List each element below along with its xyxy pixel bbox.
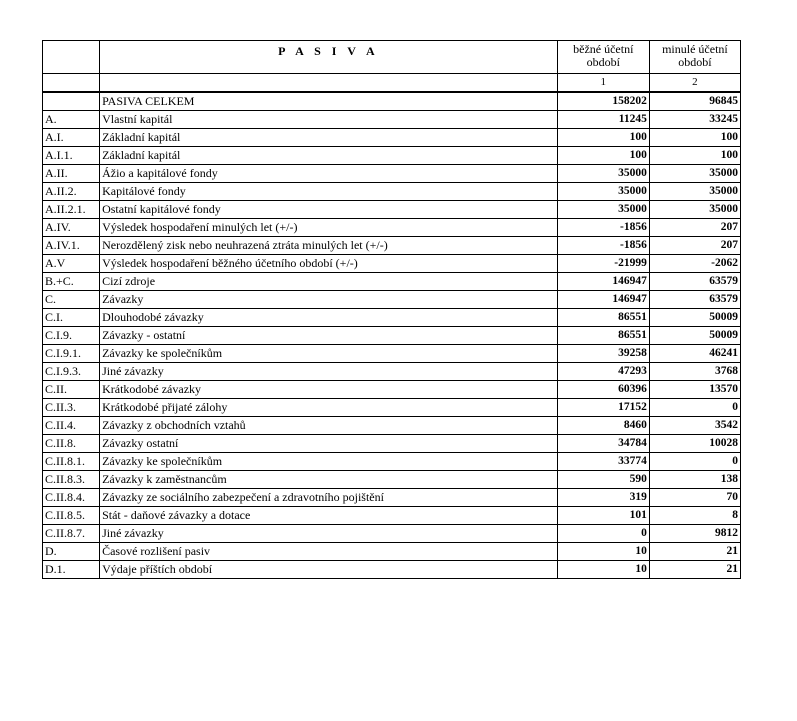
- column-number-code-cell: [43, 74, 100, 93]
- table-row: [43, 453, 741, 471]
- row-current-value: 101: [557, 507, 649, 525]
- table-row: [43, 183, 741, 201]
- row-previous-value: 96845: [649, 92, 740, 111]
- row-current-value: 100: [557, 147, 649, 165]
- row-label: Jiné závazky: [100, 363, 558, 381]
- row-label: Stát - daňové závazky a dotace: [100, 507, 558, 525]
- row-code: C.I.9.3.: [43, 363, 100, 381]
- row-code: C.II.8.1.: [43, 453, 100, 471]
- row-code: C.I.: [43, 309, 100, 327]
- row-previous-value: 21: [649, 561, 740, 579]
- table-title: P A S I V A: [100, 41, 558, 74]
- row-label: Základní kapitál: [100, 129, 558, 147]
- table-row: [43, 291, 741, 309]
- row-current-value: 8460: [557, 417, 649, 435]
- row-label: Jiné závazky: [100, 525, 558, 543]
- row-code: A.II.: [43, 165, 100, 183]
- row-label: Ostatní kapitálové fondy: [100, 201, 558, 219]
- row-current-value: 33774: [557, 453, 649, 471]
- row-label: Závazky ke společníkům: [100, 453, 558, 471]
- row-code: D.1.: [43, 561, 100, 579]
- row-code: A.V: [43, 255, 100, 273]
- current-column-number: 1: [557, 74, 649, 93]
- row-current-value: 10: [557, 543, 649, 561]
- previous-column-number: 2: [649, 74, 740, 93]
- row-label: Závazky ze sociálního zabezpečení a zdravotního pojištění: [100, 489, 558, 507]
- row-previous-value: 63579: [649, 291, 740, 309]
- row-label: Nerozdělený zisk nebo neuhrazená ztráta minulých let (+/-): [100, 237, 558, 255]
- row-code: [43, 92, 100, 111]
- row-code: C.I.9.1.: [43, 345, 100, 363]
- row-previous-value: -2062: [649, 255, 740, 273]
- balance-sheet-liabilities-table: [42, 40, 741, 579]
- row-label: Základní kapitál: [100, 147, 558, 165]
- table-row: [43, 525, 741, 543]
- row-code: C.: [43, 291, 100, 309]
- table-row: [43, 165, 741, 183]
- row-code: C.II.8.5.: [43, 507, 100, 525]
- row-label: Krátkodobé přijaté zálohy: [100, 399, 558, 417]
- table-row: [43, 327, 741, 345]
- row-code: C.II.8.4.: [43, 489, 100, 507]
- row-current-value: 17152: [557, 399, 649, 417]
- row-code: A.II.2.1.: [43, 201, 100, 219]
- row-code: C.II.8.: [43, 435, 100, 453]
- row-current-value: -1856: [557, 219, 649, 237]
- row-current-value: 319: [557, 489, 649, 507]
- row-label: Kapitálové fondy: [100, 183, 558, 201]
- row-current-value: 11245: [557, 111, 649, 129]
- table-row: [43, 561, 741, 579]
- row-label: Výsledek hospodaření minulých let (+/-): [100, 219, 558, 237]
- row-current-value: 100: [557, 129, 649, 147]
- table-row: [43, 381, 741, 399]
- row-current-value: 35000: [557, 201, 649, 219]
- row-current-value: 590: [557, 471, 649, 489]
- row-current-value: 60396: [557, 381, 649, 399]
- row-previous-value: 207: [649, 237, 740, 255]
- table-row: [43, 129, 741, 147]
- row-label: Závazky k zaměstnancům: [100, 471, 558, 489]
- table-row: [43, 417, 741, 435]
- row-label: Vlastní kapitál: [100, 111, 558, 129]
- table-row: [43, 507, 741, 525]
- row-previous-value: 35000: [649, 165, 740, 183]
- row-code: C.II.8.3.: [43, 471, 100, 489]
- row-current-value: 47293: [557, 363, 649, 381]
- row-previous-value: 0: [649, 399, 740, 417]
- row-current-value: 86551: [557, 327, 649, 345]
- row-previous-value: 207: [649, 219, 740, 237]
- row-previous-value: 100: [649, 147, 740, 165]
- column-number-label-cell: [100, 74, 558, 93]
- row-current-value: -21999: [557, 255, 649, 273]
- row-current-value: 10: [557, 561, 649, 579]
- row-code: A.IV.: [43, 219, 100, 237]
- table-row: [43, 489, 741, 507]
- row-label: Závazky - ostatní: [100, 327, 558, 345]
- row-label: Závazky ostatní: [100, 435, 558, 453]
- row-code: C.II.4.: [43, 417, 100, 435]
- row-previous-value: 10028: [649, 435, 740, 453]
- row-label: Závazky z obchodních vztahů: [100, 417, 558, 435]
- row-label: Krátkodobé závazky: [100, 381, 558, 399]
- row-code: C.II.: [43, 381, 100, 399]
- row-previous-value: 50009: [649, 309, 740, 327]
- row-code: B.+C.: [43, 273, 100, 291]
- row-previous-value: 3768: [649, 363, 740, 381]
- row-previous-value: 13570: [649, 381, 740, 399]
- row-label: Výsledek hospodaření běžného účetního období (+/-): [100, 255, 558, 273]
- row-current-value: -1856: [557, 237, 649, 255]
- row-previous-value: 0: [649, 453, 740, 471]
- table-row: [43, 201, 741, 219]
- row-previous-value: 35000: [649, 201, 740, 219]
- previous-period-header: minulé účetní období: [649, 41, 740, 74]
- table-row: [43, 255, 741, 273]
- table-row: [43, 345, 741, 363]
- row-code: C.II.3.: [43, 399, 100, 417]
- row-label: Ážio a kapitálové fondy: [100, 165, 558, 183]
- row-current-value: 0: [557, 525, 649, 543]
- row-previous-value: 3542: [649, 417, 740, 435]
- header-code-cell: [43, 41, 100, 74]
- row-previous-value: 8: [649, 507, 740, 525]
- table-row: [43, 471, 741, 489]
- row-previous-value: 46241: [649, 345, 740, 363]
- row-current-value: 35000: [557, 165, 649, 183]
- table-row: [43, 147, 741, 165]
- row-current-value: 146947: [557, 273, 649, 291]
- row-current-value: 35000: [557, 183, 649, 201]
- current-period-header: běžné účetní období: [557, 41, 649, 74]
- table-row: [43, 219, 741, 237]
- row-previous-value: 63579: [649, 273, 740, 291]
- row-code: C.II.8.7.: [43, 525, 100, 543]
- row-label: Časové rozlišení pasiv: [100, 543, 558, 561]
- row-label: Dlouhodobé závazky: [100, 309, 558, 327]
- table-row: [43, 237, 741, 255]
- table-row: [43, 111, 741, 129]
- row-previous-value: 100: [649, 129, 740, 147]
- row-previous-value: 21: [649, 543, 740, 561]
- table-row: [43, 273, 741, 291]
- row-label: Závazky: [100, 291, 558, 309]
- row-code: C.I.9.: [43, 327, 100, 345]
- table-row: [43, 435, 741, 453]
- table-row: [43, 92, 741, 111]
- row-current-value: 158202: [557, 92, 649, 111]
- row-code: A.I.: [43, 129, 100, 147]
- column-number-row: [43, 74, 741, 93]
- table-header-row: [43, 41, 741, 74]
- table-row: [43, 309, 741, 327]
- row-current-value: 146947: [557, 291, 649, 309]
- row-previous-value: 35000: [649, 183, 740, 201]
- row-previous-value: 138: [649, 471, 740, 489]
- table-row: [43, 543, 741, 561]
- row-label: PASIVA CELKEM: [100, 92, 558, 111]
- row-code: D.: [43, 543, 100, 561]
- row-label: Výdaje příštích období: [100, 561, 558, 579]
- row-code: A.IV.1.: [43, 237, 100, 255]
- row-code: A.II.2.: [43, 183, 100, 201]
- row-current-value: 86551: [557, 309, 649, 327]
- row-label: Závazky ke společníkům: [100, 345, 558, 363]
- table-row: [43, 363, 741, 381]
- table-row: [43, 399, 741, 417]
- row-current-value: 39258: [557, 345, 649, 363]
- row-previous-value: 9812: [649, 525, 740, 543]
- row-previous-value: 50009: [649, 327, 740, 345]
- row-code: A.: [43, 111, 100, 129]
- row-label: Cizí zdroje: [100, 273, 558, 291]
- row-previous-value: 70: [649, 489, 740, 507]
- row-code: A.I.1.: [43, 147, 100, 165]
- row-current-value: 34784: [557, 435, 649, 453]
- row-previous-value: 33245: [649, 111, 740, 129]
